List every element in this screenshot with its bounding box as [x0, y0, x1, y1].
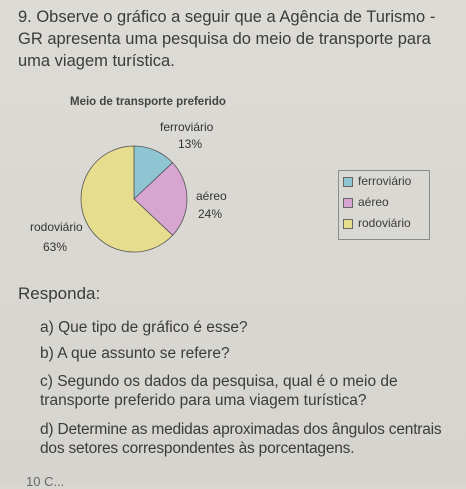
legend-swatch-rodoviario — [343, 219, 353, 229]
question-b: b) A que assunto se refere? — [40, 345, 230, 362]
slice-label-aereo: aéreo — [196, 189, 227, 203]
question-d: d) Determine as medidas aproximadas dos ângulos centrais dos setores correspondentes às porcentagens. — [40, 421, 442, 457]
slice-percent-ferroviario: 13% — [178, 137, 203, 151]
slice-percent-rodoviario: 63% — [43, 240, 68, 254]
legend-item-rodoviario — [343, 213, 429, 234]
question-c: c) Segundo os dados da pesquisa, qual é o meio de transporte preferido para uma viagem turística? — [40, 373, 398, 409]
slice-label-ferroviario: ferroviário — [160, 120, 214, 134]
question-a: a) Que tipo de gráfico é esse? — [40, 319, 248, 336]
next-question-partial: 10 C... — [26, 474, 65, 489]
slice-percent-aereo: 24% — [198, 207, 223, 221]
legend-swatch-ferroviario — [343, 177, 353, 187]
legend-item-aereo — [343, 192, 429, 213]
legend-swatch-aereo — [343, 198, 353, 208]
slice-label-rodoviario: rodoviário — [30, 220, 83, 234]
chart-legend — [338, 170, 430, 240]
answer-heading: Responda: — [18, 284, 101, 303]
legend-item-ferroviario — [343, 171, 429, 192]
legend-label-rodoviario: rodoviário — [358, 216, 411, 230]
legend-label-aereo: aéreo — [358, 195, 389, 209]
legend-label-ferroviario: ferroviário — [358, 174, 412, 188]
question-statement: 9. Observe o gráfico a seguir que a Agência de Turismo - GR apresenta uma pesquisa do meio de transporte para uma viagem turística. — [18, 8, 436, 70]
chart-title: Meio de transporte preferido — [70, 96, 226, 108]
